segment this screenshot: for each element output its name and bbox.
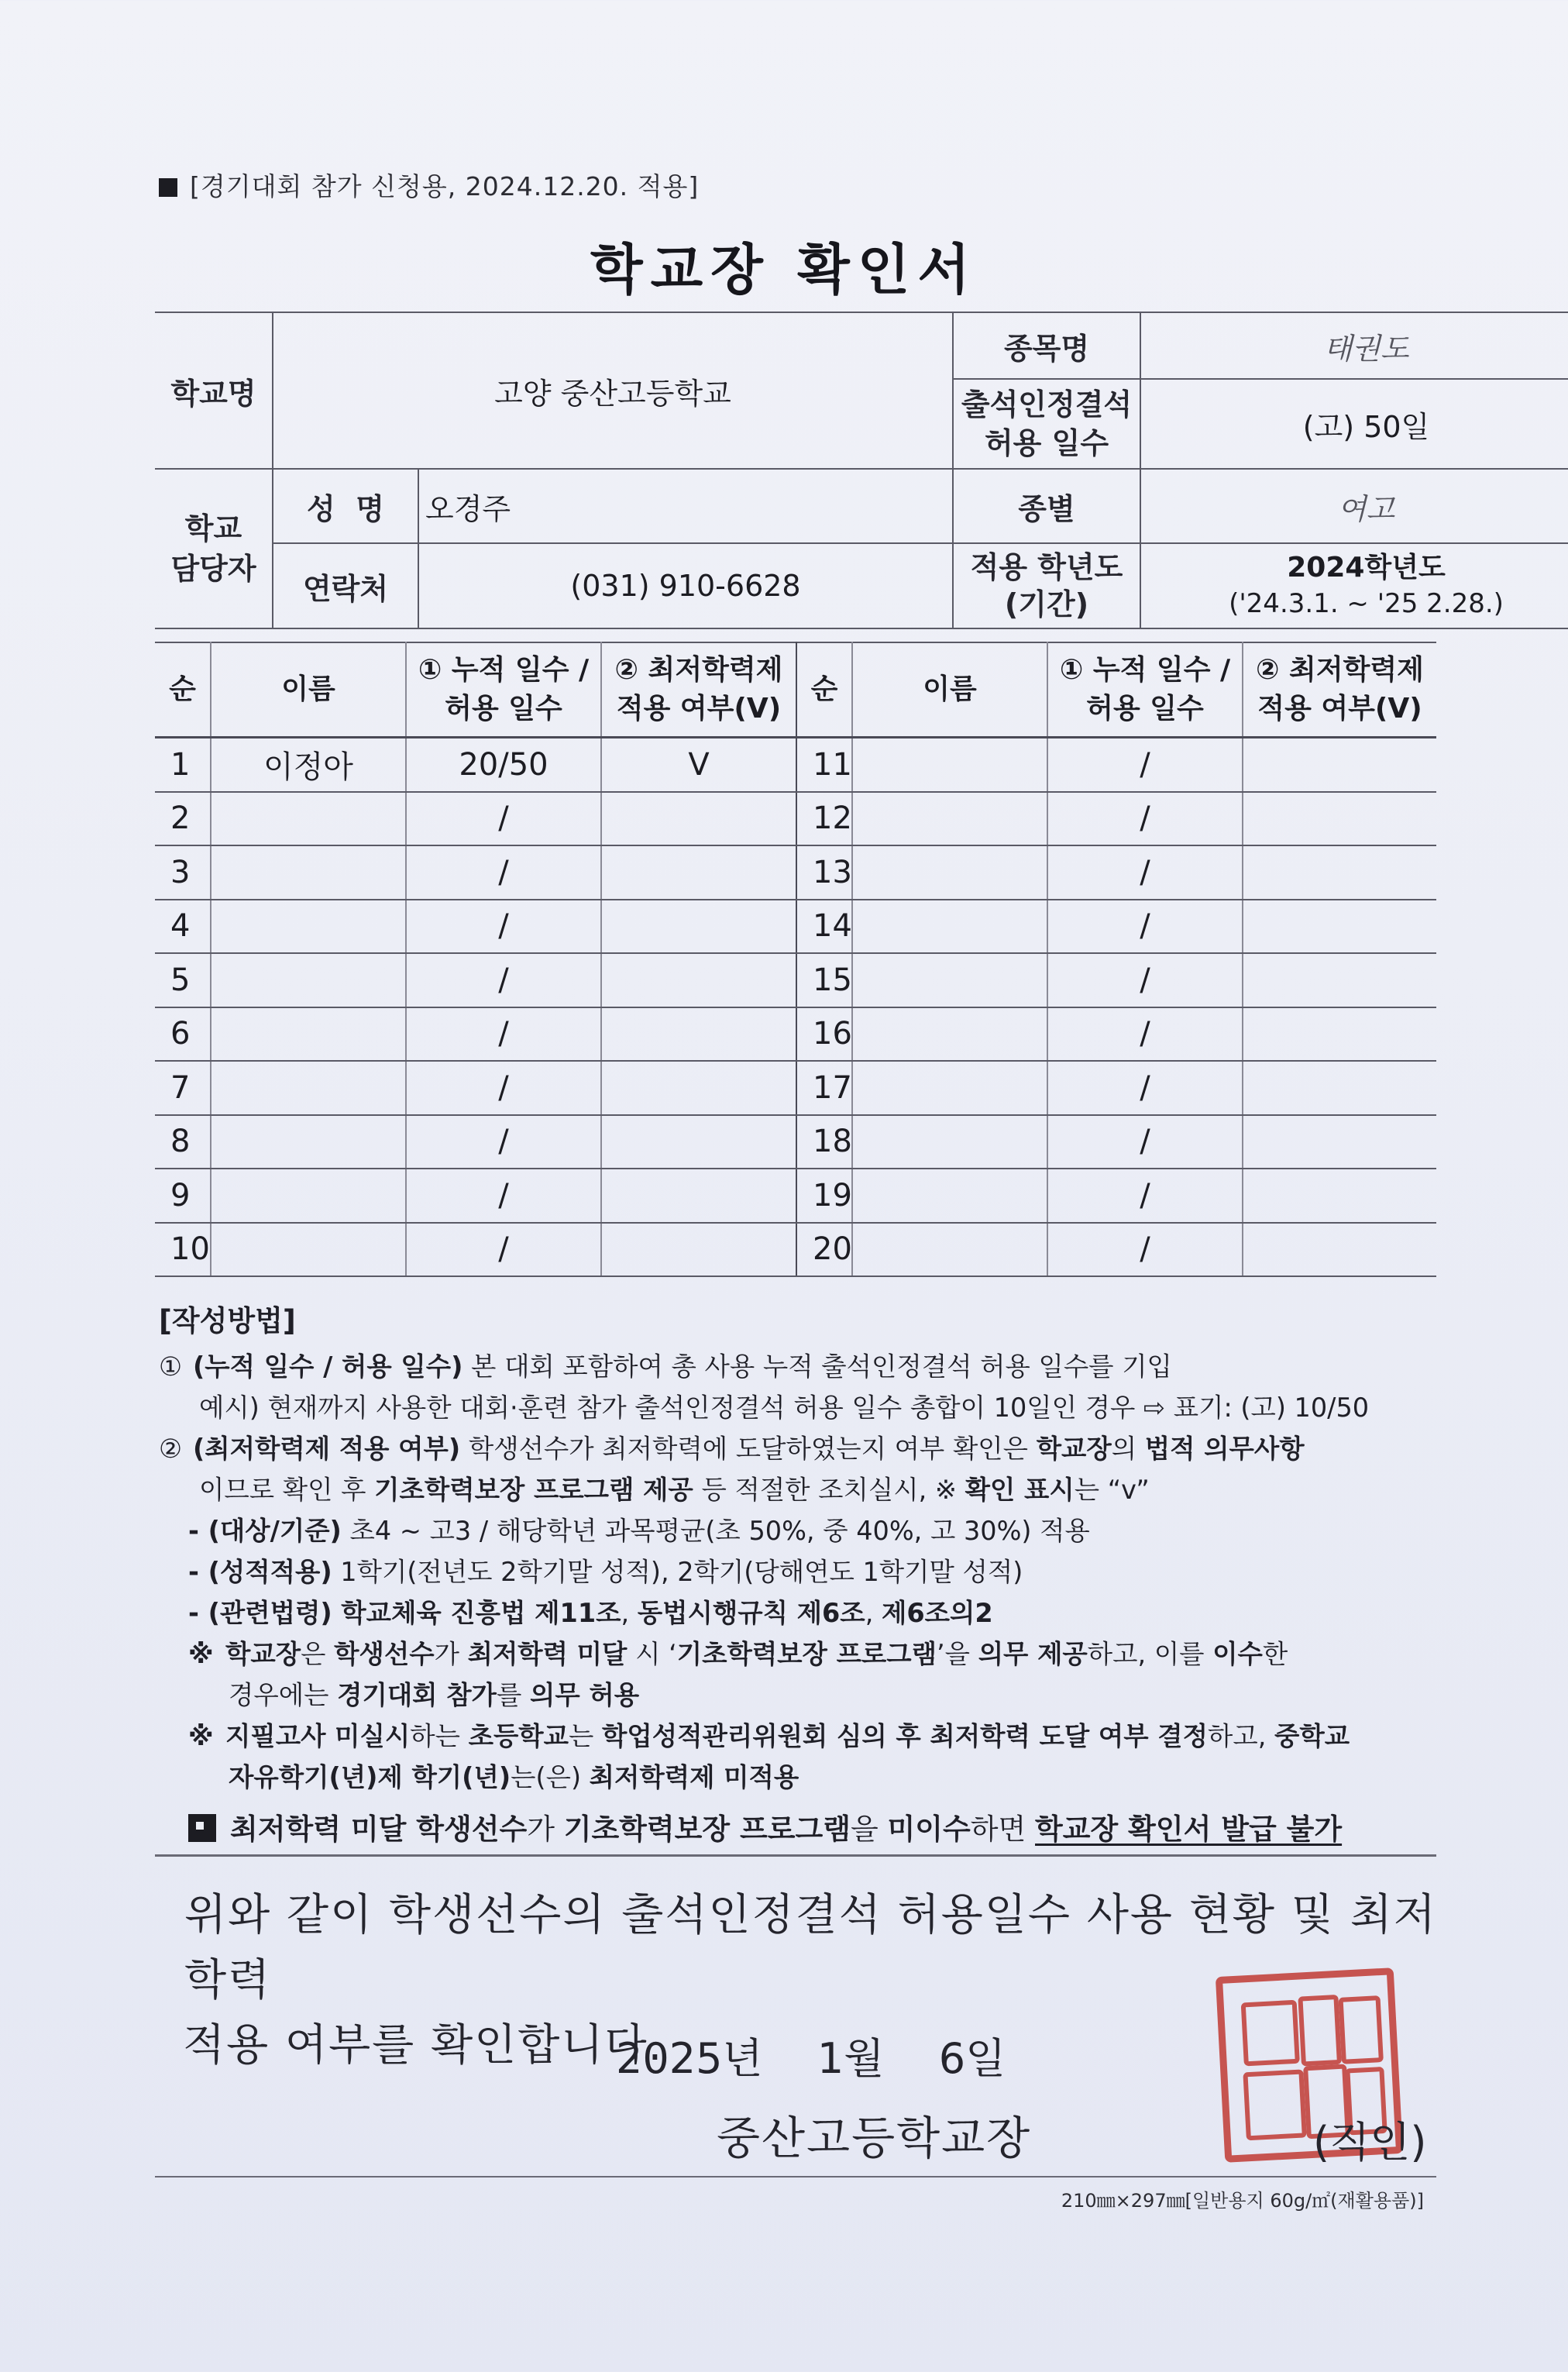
roster-cell-min — [1243, 900, 1436, 954]
item2-line2-bold2: 확인 표시 — [965, 1475, 1075, 1505]
phone-value: (031) 910-6628 — [418, 543, 953, 628]
roster-cell-min — [601, 1115, 796, 1169]
arrow-box-icon — [188, 1814, 216, 1842]
roster-cell-number: 17 — [796, 1061, 852, 1115]
item2-bold: (최저학력제 적용 여부) — [193, 1434, 461, 1464]
info-table — [155, 312, 1568, 629]
roster-cell-number: 19 — [796, 1169, 852, 1223]
roster-cell-days: / — [1047, 792, 1243, 846]
sub1-bold: - (대상/기준) — [188, 1516, 342, 1546]
final-warning — [159, 1809, 1445, 1850]
year-value-text: 2024학년도 — [1287, 552, 1446, 584]
roster-cell-days: / — [406, 900, 601, 954]
header-days-2: 허용 일수 — [445, 693, 562, 725]
instruction-item-1-example: 예시) 현재까지 사용한 대회·훈련 참가 출석인정결석 허용 일수 총합이 10일인 경우 ⇨ 표기: (고) 10/50 — [199, 1393, 1370, 1423]
note1-line2-c: 를 — [496, 1680, 530, 1710]
note2-f: 하고, — [1207, 1721, 1274, 1751]
header-min — [601, 642, 796, 738]
roster-cell-days: / — [1047, 900, 1243, 954]
roster-cell-number: 7 — [155, 1061, 211, 1115]
item2-text-c: 의 — [1111, 1434, 1145, 1464]
roster-cell-number: 1 — [155, 738, 211, 792]
note1-mark: ※ — [188, 1639, 214, 1669]
roster-row — [155, 1169, 1436, 1223]
roster-cell-days: / — [406, 953, 601, 1007]
roster-cell-days: / — [406, 1115, 601, 1169]
final-a: 최저학력 미달 학생선수 — [230, 1813, 528, 1846]
note1-g: 기초학력보장 프로그램 — [676, 1639, 937, 1669]
allow-days-label-1: 출석인정결석 — [961, 387, 1133, 422]
contact-person-label — [155, 469, 273, 628]
note-2-line2 — [159, 1757, 1445, 1798]
contact-person-label-1: 학교 — [184, 511, 242, 546]
roster-cell-days: / — [406, 845, 601, 900]
note2-mark: ※ — [188, 1721, 214, 1751]
roster-cell-days: / — [1047, 1223, 1243, 1277]
note1-b: 은 — [301, 1639, 335, 1669]
roster-cell-name — [852, 1007, 1047, 1062]
note1-line2-b: 경기대회 참가 — [337, 1680, 497, 1710]
note1-h: ’을 — [937, 1639, 978, 1669]
roster-cell-min — [601, 792, 796, 846]
category-label: 종별 — [953, 469, 1140, 543]
sub3-bold: - (관련법령) 학교체육 진흥법 제11조 — [188, 1598, 621, 1628]
issue-date: 2025년 1월 6일 — [616, 2034, 1006, 2083]
roster-cell-number: 13 — [796, 845, 852, 900]
roster-cell-number: 14 — [796, 900, 852, 954]
roster-cell-name — [852, 1061, 1047, 1115]
item1-text: 본 대회 포함하여 총 사용 누적 출석인정결석 허용 일수를 기입 — [462, 1351, 1172, 1382]
roster-row — [155, 953, 1436, 1007]
contact-person-label-2: 담당자 — [170, 552, 256, 586]
roster-cell-number: 9 — [155, 1169, 211, 1223]
roster-cell-name — [211, 1223, 406, 1277]
roster-cell-number: 10 — [155, 1223, 211, 1277]
name-label: 성 명 — [273, 469, 418, 543]
note2-g: 중학교 — [1274, 1721, 1350, 1751]
note-1-line2 — [159, 1675, 1445, 1716]
roster-cell-min — [601, 845, 796, 900]
item2-line2-c: 는 “v” — [1074, 1475, 1150, 1505]
square-bullet-icon — [159, 178, 177, 197]
category-value: 여고 — [1140, 469, 1568, 543]
instruction-sub-1 — [159, 1510, 1445, 1551]
roster-cell-number: 20 — [796, 1223, 852, 1277]
item2-line2-bold: 기초학력보장 프로그램 제공 — [374, 1475, 693, 1505]
note2-line2-b: 는(은) — [511, 1762, 590, 1792]
note1-i: 의무 제공 — [978, 1639, 1088, 1669]
athlete-roster-table — [155, 642, 1436, 1277]
note1-f: 시 ‘ — [627, 1639, 677, 1669]
roster-cell-min — [601, 1061, 796, 1115]
item2-bold-d: 법적 의무사항 — [1144, 1434, 1305, 1464]
header-no-right: 순 — [796, 642, 852, 738]
school-value: 고양 중산고등학교 — [273, 312, 953, 469]
final-c: 기초학력보장 프로그램 — [563, 1813, 851, 1846]
roster-cell-days: / — [1047, 1115, 1243, 1169]
note2-a: 지필고사 미실시 — [225, 1721, 411, 1751]
roster-cell-number: 16 — [796, 1007, 852, 1062]
year-label — [953, 543, 1140, 628]
roster-cell-number: 4 — [155, 900, 211, 954]
header-min-right-2: 적용 여부(V) — [1257, 693, 1422, 725]
sub3-bold3: 제6조의2 — [882, 1598, 993, 1628]
sub2-text: 1학기(전년도 2학기말 성적), 2학기(당해연도 1학기말 성적) — [332, 1557, 1023, 1587]
final-f: 하면 — [970, 1813, 1036, 1846]
note2-c: 초등학교 — [468, 1721, 569, 1751]
roster-cell-name — [852, 1223, 1047, 1277]
roster-cell-number: 11 — [796, 738, 852, 792]
roster-cell-name — [211, 1061, 406, 1115]
roster-cell-days: / — [1047, 738, 1243, 792]
roster-cell-name — [211, 1115, 406, 1169]
seal-glyph-2 — [1298, 1995, 1342, 2067]
header-name-right: 이름 — [852, 642, 1047, 738]
roster-cell-number: 3 — [155, 845, 211, 900]
roster-cell-days: 20/50 — [406, 738, 601, 792]
note-2 — [159, 1716, 1445, 1757]
roster-cell-number: 8 — [155, 1115, 211, 1169]
roster-cell-name — [852, 845, 1047, 900]
allow-days-label — [953, 379, 1140, 469]
roster-cell-name — [852, 1169, 1047, 1223]
sub3-bold2: 동법시행규칙 제6조 — [637, 1598, 865, 1628]
item2-text-a: 학생선수가 최저학력에 도달하였는지 여부 확인은 — [460, 1434, 1037, 1464]
roster-cell-days: / — [406, 1007, 601, 1062]
roster-row — [155, 1115, 1436, 1169]
note1-line2-d: 의무 허용 — [529, 1680, 640, 1710]
roster-cell-min — [1243, 738, 1436, 792]
instruction-item-2 — [159, 1428, 1445, 1469]
roster-cell-name — [211, 845, 406, 900]
roster-cell-min — [601, 900, 796, 954]
sport-value: 태권도 — [1140, 312, 1568, 379]
instruction-sub-2 — [159, 1551, 1445, 1592]
roster-cell-number: 2 — [155, 792, 211, 846]
instructions-heading: [작성방법] — [159, 1304, 296, 1337]
principal-signature: 중산고등학교장 — [717, 2112, 1032, 2164]
divider-top — [155, 1854, 1436, 1857]
roster-cell-min — [1243, 845, 1436, 900]
final-b: 가 — [527, 1813, 564, 1846]
roster-cell-min — [1243, 1223, 1436, 1277]
roster-cell-days: / — [406, 1169, 601, 1223]
note1-line2-a: 경우에는 — [229, 1680, 338, 1710]
roster-cell-name — [211, 1169, 406, 1223]
sub2-bold: - (성적적용) — [188, 1557, 332, 1587]
allow-days-value: (고) 50일 — [1140, 379, 1568, 469]
note1-k: 이수 — [1212, 1639, 1263, 1669]
header-days-right-2: 허용 일수 — [1086, 693, 1204, 725]
roster-cell-days: / — [1047, 1007, 1243, 1062]
roster-row — [155, 900, 1436, 954]
roster-cell-number: 18 — [796, 1115, 852, 1169]
roster-cell-name — [852, 792, 1047, 846]
roster-row — [155, 1061, 1436, 1115]
roster-cell-name — [852, 738, 1047, 792]
school-label: 학교명 — [155, 312, 273, 469]
roster-cell-name — [211, 792, 406, 846]
year-label-1: 적용 학년도 — [970, 550, 1123, 584]
roster-cell-days: / — [1047, 845, 1243, 900]
roster-cell-days: / — [1047, 1169, 1243, 1223]
header-min-1: ② 최저학력제 — [614, 654, 783, 686]
item1-bold: (누적 일수 / 허용 일수) — [193, 1351, 463, 1382]
final-g: 학교장 확인서 발급 불가 — [1035, 1813, 1343, 1846]
document-title: 학교장 확인서 — [590, 238, 978, 301]
note1-c: 학생선수 — [334, 1639, 435, 1669]
roster-cell-number: 6 — [155, 1007, 211, 1062]
roster-cell-name: 이정아 — [211, 738, 406, 792]
roster-cell-name — [211, 953, 406, 1007]
name-value: 오경주 — [418, 469, 953, 543]
roster-cell-min — [1243, 953, 1436, 1007]
item1-number: ① — [159, 1351, 183, 1382]
roster-cell-name — [852, 1115, 1047, 1169]
final-e: 미이수 — [887, 1813, 971, 1846]
header-min-right — [1243, 642, 1436, 738]
roster-cell-min — [601, 1007, 796, 1062]
header-days — [406, 642, 601, 738]
roster-cell-min — [601, 1223, 796, 1277]
seal-glyph-1 — [1241, 2000, 1300, 2067]
item2-line2-a: 이므로 확인 후 — [199, 1475, 375, 1505]
instruction-sub-3 — [159, 1592, 1445, 1634]
roster-cell-number: 15 — [796, 953, 852, 1007]
roster-cell-days: / — [406, 1223, 601, 1277]
confirmation-line-2: 적용 여부를 확인합니다. — [183, 2020, 664, 2071]
roster-cell-number: 5 — [155, 953, 211, 1007]
roster-cell-name — [211, 1007, 406, 1062]
note-1 — [159, 1634, 1445, 1675]
roster-cell-name — [211, 900, 406, 954]
roster-cell-min — [601, 1169, 796, 1223]
roster-row — [155, 845, 1436, 900]
header-days-1: ① 누적 일수 / — [418, 654, 590, 686]
instruction-item-1 — [159, 1346, 1445, 1387]
seal-glyph-4 — [1243, 2069, 1306, 2140]
sub3-text2: , — [865, 1598, 882, 1628]
header-days-right — [1047, 642, 1243, 738]
item2-number: ② — [159, 1434, 183, 1464]
roster-cell-min — [1243, 1169, 1436, 1223]
note1-e: 최저학력 미달 — [467, 1639, 628, 1669]
roster-cell-min — [601, 953, 796, 1007]
header-min-right-1: ② 최저학력제 — [1256, 654, 1424, 686]
roster-cell-min — [1243, 1115, 1436, 1169]
roster-row — [155, 1007, 1436, 1062]
allow-days-label-2: 허용 일수 — [984, 426, 1109, 460]
note2-d: 는 — [569, 1721, 603, 1751]
header-min-2: 적용 여부(V) — [616, 693, 782, 725]
form-usage-tag — [159, 167, 699, 203]
note2-line2-a: 자유학기(년)제 학기(년) — [229, 1762, 511, 1792]
roster-row — [155, 792, 1436, 846]
roster-cell-min: V — [601, 738, 796, 792]
roster-row — [155, 738, 1436, 792]
note1-a: 학교장 — [225, 1639, 301, 1669]
sub3-text: , — [621, 1598, 638, 1628]
seal-glyph-3 — [1338, 1995, 1383, 2064]
divider-bottom — [155, 2176, 1436, 2177]
note2-b: 하는 — [410, 1721, 469, 1751]
roster-cell-min — [1243, 1061, 1436, 1115]
year-value — [1140, 543, 1568, 628]
instructions-section — [159, 1300, 1445, 1850]
roster-cell-number: 12 — [796, 792, 852, 846]
sub1-text: 초4 ~ 고3 / 해당학년 과목평균(초 50%, 중 40%, 고 30%) 적용 — [341, 1516, 1090, 1546]
roster-cell-days: / — [406, 1061, 601, 1115]
paper-spec: 210㎜×297㎜[일반용지 60g/㎡(재활용품)] — [1061, 2190, 1424, 2212]
form-usage-text: [경기대회 참가 신청용, 2024.12.20. 적용] — [190, 171, 700, 201]
note2-e: 학업성적관리위원회 심의 후 최저학력 도달 여부 결정 — [602, 1721, 1208, 1751]
note1-d: 가 — [434, 1639, 468, 1669]
period-value: ('24.3.1. ~ '25 2.28.) — [1229, 588, 1504, 619]
note1-l: 한 — [1262, 1639, 1288, 1669]
roster-cell-name — [852, 900, 1047, 954]
header-days-right-1: ① 누적 일수 / — [1059, 654, 1231, 686]
confirmation-line-1: 위와 같이 학생선수의 출석인정결석 허용일수 사용 현황 및 최저학력 — [184, 1890, 1437, 2005]
roster-cell-days: / — [406, 792, 601, 846]
roster-header-row — [155, 642, 1436, 738]
roster-row — [155, 1223, 1436, 1277]
instruction-item-2-line2 — [159, 1469, 1445, 1510]
seal-label: (직인) — [1313, 2118, 1427, 2167]
roster-cell-days: / — [1047, 953, 1243, 1007]
header-name: 이름 — [211, 642, 406, 738]
roster-cell-days: / — [1047, 1061, 1243, 1115]
item2-bold-b: 학교장 — [1036, 1434, 1112, 1464]
sport-label: 종목명 — [953, 312, 1140, 379]
final-d: 을 — [851, 1813, 888, 1846]
roster-cell-min — [1243, 792, 1436, 846]
note1-j: 하고, 이를 — [1087, 1639, 1213, 1669]
item2-line2-b: 등 적절한 조치실시, ※ — [693, 1475, 965, 1505]
header-no: 순 — [155, 642, 211, 738]
roster-cell-min — [1243, 1007, 1436, 1062]
year-label-2: (기간) — [1004, 587, 1089, 621]
note2-line2-c: 최저학력제 미적용 — [589, 1762, 799, 1792]
phone-label: 연락처 — [273, 543, 418, 628]
roster-cell-name — [852, 953, 1047, 1007]
